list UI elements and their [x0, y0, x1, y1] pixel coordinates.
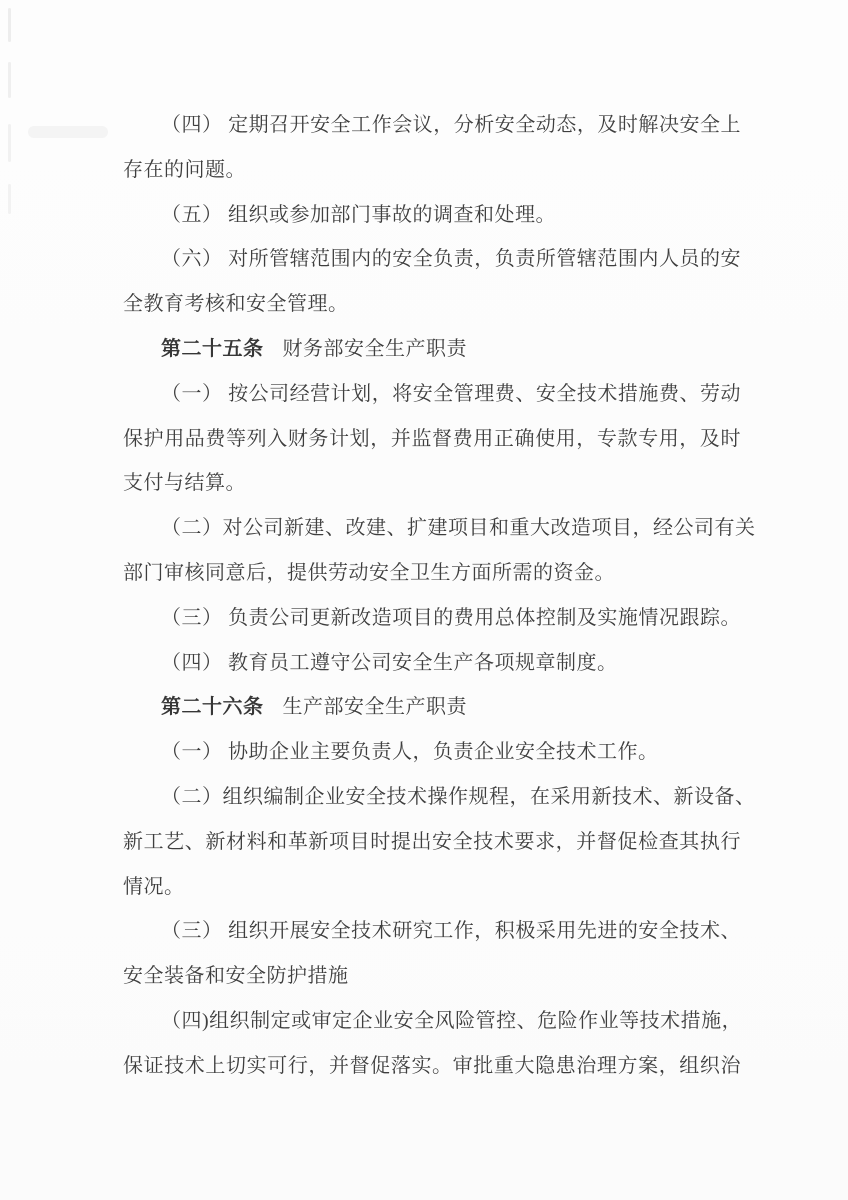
text-line: 新工艺、新材料和革新项目时提出安全技术要求，并督促检查其执行	[123, 830, 741, 853]
section-heading	[123, 685, 741, 730]
text-line: （四)组织制定或审定企业安全风险管控、危险作业等技术措施，	[161, 1009, 743, 1032]
heading-article-number: 第二十五条	[161, 337, 264, 360]
text-line: 保护用品费等列入财务计划，并监督费用正确使用，专款专用，及时	[123, 427, 741, 450]
text-line: （二）对公司新建、改建、扩建项目和重大改造项目，经公司有关	[161, 517, 756, 540]
text-line: 保证技术上切实可行，并督促落实。审批重大隐患治理方案，组织治	[123, 1054, 741, 1077]
text-line: 安全装备和安全防护措施	[123, 965, 349, 988]
paragraph	[123, 596, 741, 641]
heading-title: 财务部安全生产职责	[282, 337, 467, 360]
text-line: 存在的问题。	[123, 158, 246, 181]
paragraph	[123, 641, 741, 686]
heading-line	[123, 327, 741, 372]
text-line: （一） 协助企业主要负责人，负责企业安全技术工作。	[161, 741, 659, 764]
paragraph	[123, 730, 741, 775]
paragraph	[123, 506, 756, 596]
text-line: （三） 组织开展安全技术研究工作，积极采用先进的安全技术、	[161, 920, 741, 943]
text-line: （四） 教育员工遵守公司安全生产各项规章制度。	[161, 651, 618, 674]
scan-artifact	[28, 126, 108, 138]
text-line: （四） 定期召开安全工作会议，分析安全动态，及时解决安全上	[161, 114, 741, 136]
text-line: （三） 负责公司更新改造项目的费用总体控制及实施情况跟踪。	[161, 606, 741, 629]
scan-artifact	[8, 124, 11, 162]
scan-artifact	[8, 184, 11, 214]
scan-artifact	[8, 62, 11, 98]
scan-artifact	[8, 8, 11, 42]
text-line: 全教育考核和安全管理。	[123, 293, 349, 316]
text-line: （二）组织编制企业安全技术操作规程，在采用新技术、新设备、	[161, 785, 756, 808]
paragraph	[123, 193, 741, 238]
text-line: 支付与结算。	[123, 472, 246, 495]
heading-line	[123, 685, 741, 730]
paragraph	[123, 999, 741, 1089]
paragraph	[123, 237, 741, 327]
paragraph	[123, 909, 741, 999]
section-heading	[123, 327, 741, 372]
text-line: （一） 按公司经营计划，将安全管理费、安全技术措施费、劳动	[161, 382, 741, 405]
paragraph	[123, 775, 756, 909]
document-body	[123, 103, 756, 1089]
text-line: 部门审核同意后，提供劳动安全卫生方面所需的资金。	[123, 561, 615, 584]
heading-title: 生产部安全生产职责	[282, 696, 467, 719]
text-line: （五） 组织或参加部门事故的调查和处理。	[161, 203, 556, 226]
paragraph	[123, 372, 741, 506]
text-line: 情况。	[123, 875, 185, 898]
paragraph	[123, 103, 741, 193]
heading-article-number: 第二十六条	[161, 696, 264, 719]
text-line: （六） 对所管辖范围内的安全负责，负责所管辖范围内人员的安	[161, 248, 741, 271]
